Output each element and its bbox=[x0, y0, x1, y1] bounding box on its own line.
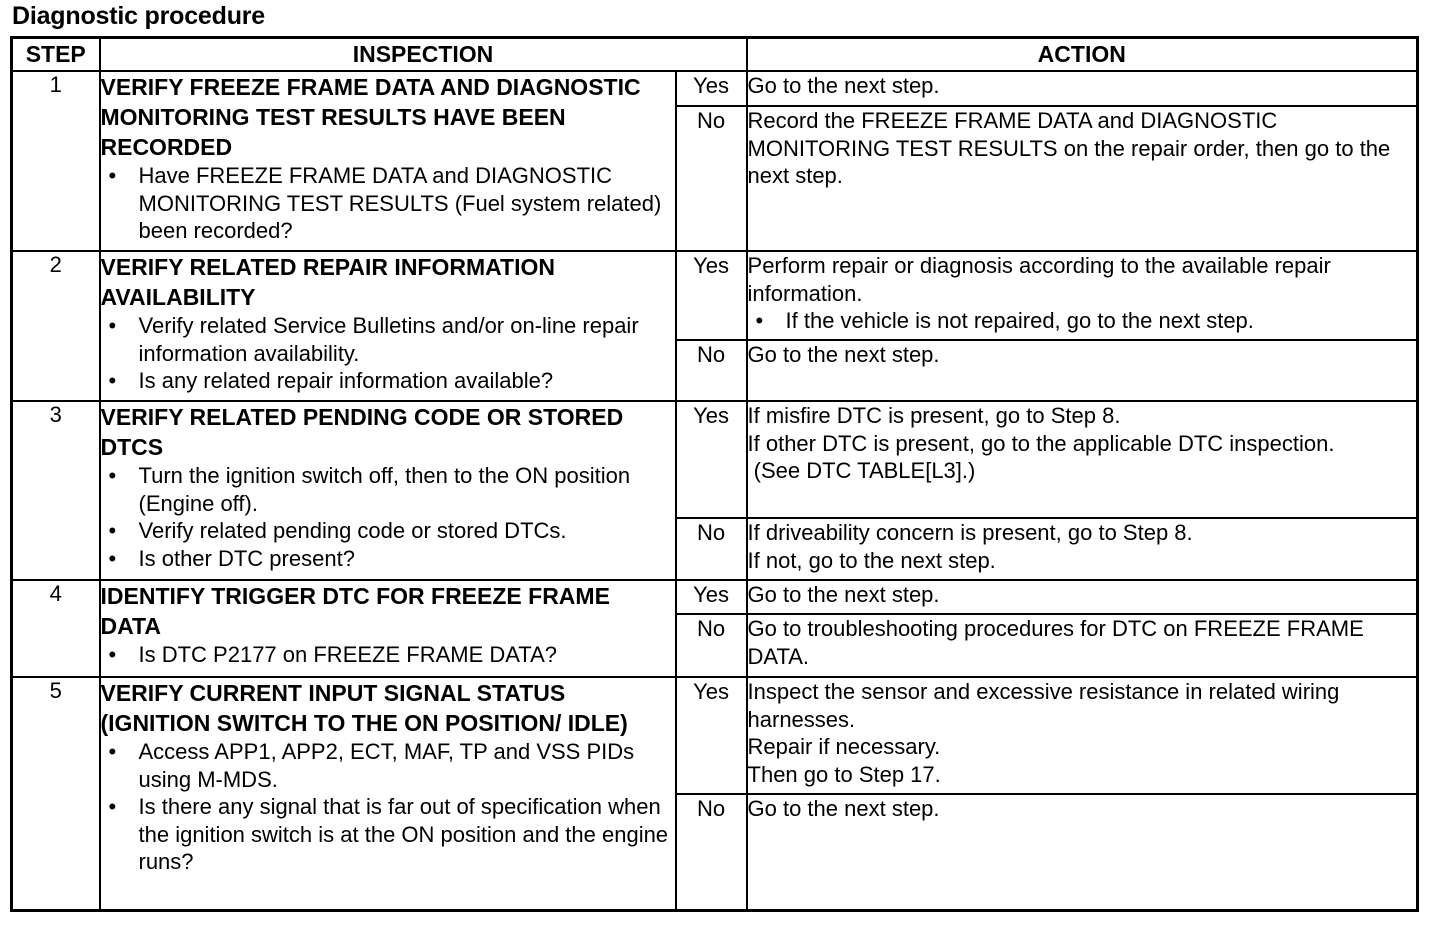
step-row-5-yes bbox=[12, 677, 1418, 794]
no-label: No bbox=[676, 518, 747, 580]
page-title: Diagnostic procedure bbox=[12, 2, 265, 30]
no-label: No bbox=[676, 614, 747, 677]
step-number: 2 bbox=[12, 251, 100, 401]
inspection-heading: VERIFY FREEZE FRAME DATA AND DIAGNOSTIC MONITORING TEST RESULTS HAVE BEEN RECORDED bbox=[100, 74, 641, 160]
no-action bbox=[747, 340, 1418, 401]
step-row-4-yes bbox=[12, 580, 1418, 614]
step-number: 3 bbox=[12, 401, 100, 580]
yes-label: Yes bbox=[676, 71, 747, 106]
action-bullets bbox=[748, 307, 1417, 335]
action-line: Repair if necessary. bbox=[747, 734, 941, 759]
action-line: Go to troubleshooting procedures for DTC on FREEZE FRAME DATA. bbox=[747, 616, 1364, 669]
step-number: 4 bbox=[12, 580, 100, 677]
step-number: 1 bbox=[12, 71, 100, 251]
inspection-bullets bbox=[101, 462, 675, 572]
action-line: Then go to Step 17. bbox=[747, 761, 941, 787]
yes-action bbox=[747, 71, 1418, 106]
step-row-3-yes bbox=[12, 401, 1418, 518]
action-line: If other DTC is present, go to the applicable DTC inspection. bbox=[747, 430, 1335, 456]
inspection-bullets bbox=[101, 312, 675, 395]
inspection-bullet: • Is DTC P2177 on FREEZE FRAME DATA? bbox=[139, 641, 675, 669]
action-line: If misfire DTC is present, go to Step 8. bbox=[747, 403, 1121, 428]
inspection-bullets bbox=[101, 162, 675, 245]
no-label: No bbox=[676, 106, 747, 251]
inspection-heading: IDENTIFY TRIGGER DTC FOR FREEZE FRAME DATA bbox=[100, 583, 610, 639]
action-line: Record the FREEZE FRAME DATA and DIAGNOSTIC MONITORING TEST RESULTS on the repair order, then go to the next step. bbox=[747, 108, 1391, 188]
inspection-heading: VERIFY RELATED REPAIR INFORMATION AVAILABILITY bbox=[100, 254, 555, 310]
inspection-bullet: • Is other DTC present? bbox=[139, 545, 675, 573]
inspection-bullet: • Turn the ignition switch off, then to the ON position (Engine off). bbox=[139, 462, 675, 517]
yes-label: Yes bbox=[676, 580, 747, 614]
inspection-bullet: • Is there any signal that is far out of specification when the ignition switch is at the ON position and the engine runs? bbox=[139, 793, 675, 876]
header-row bbox=[12, 38, 1418, 72]
step-header: STEP bbox=[12, 38, 100, 72]
action-line: If not, go to the next step. bbox=[747, 547, 996, 573]
inspection-bullets bbox=[101, 641, 675, 669]
action-line: Go to the next step. bbox=[747, 342, 940, 367]
inspection-cell bbox=[100, 677, 676, 910]
inspection-bullet: • Verify related pending code or stored DTCs. bbox=[139, 517, 675, 545]
inspection-bullet: • Is any related repair information available? bbox=[139, 367, 675, 395]
inspection-bullets bbox=[101, 738, 675, 876]
inspection-cell bbox=[100, 71, 676, 251]
step-number: 5 bbox=[12, 677, 100, 910]
yes-action bbox=[747, 251, 1418, 340]
yes-label: Yes bbox=[676, 251, 747, 340]
action-line: Perform repair or diagnosis according to the available repair information. bbox=[747, 253, 1331, 306]
inspection-cell bbox=[100, 580, 676, 677]
yes-label: Yes bbox=[676, 677, 747, 794]
action-line: (See DTC TABLE[L3].) bbox=[747, 458, 976, 483]
no-label: No bbox=[676, 340, 747, 401]
inspection-cell bbox=[100, 401, 676, 580]
inspection-bullet: • Verify related Service Bulletins and/or on-line repair information availability. bbox=[139, 312, 675, 367]
yes-action bbox=[747, 677, 1418, 794]
diagnostic-table bbox=[10, 36, 1419, 912]
no-action bbox=[747, 518, 1418, 580]
yes-label: Yes bbox=[676, 401, 747, 518]
action-line: Go to the next step. bbox=[747, 796, 940, 821]
action-line: If driveability concern is present, go to Step 8. bbox=[747, 520, 1193, 545]
step-row-2-yes bbox=[12, 251, 1418, 340]
inspection-heading: VERIFY RELATED PENDING CODE OR STORED DTCS bbox=[100, 404, 624, 460]
action-bullet: • If the vehicle is not repaired, go to the next step. bbox=[786, 307, 1417, 335]
no-action bbox=[747, 794, 1418, 910]
inspection-cell bbox=[100, 251, 676, 401]
no-label: No bbox=[676, 794, 747, 910]
no-action bbox=[747, 106, 1418, 251]
action-line: Go to the next step. bbox=[747, 582, 940, 607]
no-action bbox=[747, 614, 1418, 677]
yes-action bbox=[747, 580, 1418, 614]
action-line: Go to the next step. bbox=[747, 73, 940, 98]
inspection-heading: VERIFY CURRENT INPUT SIGNAL STATUS (IGNITION SWITCH TO THE ON POSITION/ IDLE) bbox=[100, 680, 628, 736]
action-header: ACTION bbox=[747, 38, 1418, 72]
action-line: Inspect the sensor and excessive resistance in related wiring harnesses. bbox=[747, 679, 1340, 732]
yes-action bbox=[747, 401, 1418, 518]
inspection-bullet: • Have FREEZE FRAME DATA and DIAGNOSTIC MONITORING TEST RESULTS (Fuel system related) been recorded? bbox=[139, 162, 675, 245]
step-row-1-yes bbox=[12, 71, 1418, 106]
inspection-header: INSPECTION bbox=[100, 38, 747, 72]
inspection-bullet: • Access APP1, APP2, ECT, MAF, TP and VSS PIDs using M-MDS. bbox=[139, 738, 675, 793]
